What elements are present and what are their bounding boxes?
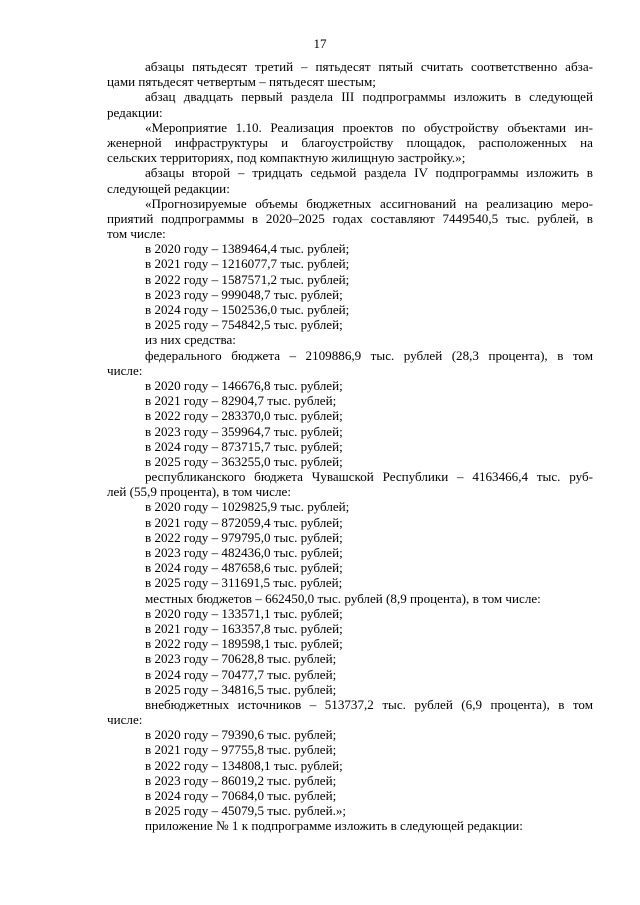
text-line: в 2021 году – 82904,7 тыс. рублей;: [145, 393, 337, 409]
text-line: в 2022 году – 979795,0 тыс. рублей;: [145, 529, 343, 545]
text-line: из них средства:: [145, 332, 236, 348]
text-line: в 2023 году – 86019,2 тыс. рублей;: [145, 772, 337, 788]
text-line: в 2025 году – 34816,5 тыс. рублей;: [145, 681, 337, 697]
text-line: в 2024 году – 70684,0 тыс. рублей;: [145, 788, 337, 803]
text-line: местных бюджетов – 662450,0 тыс. рублей (8,9 процента), в том числе:: [145, 590, 541, 606]
text-line: «Прогнозируемые объемы бюджетных ассигнований на реализацию меро-: [145, 195, 593, 211]
text-line: в 2023 году – 70628,8 тыс. рублей;: [145, 651, 337, 667]
text-line: республиканского бюджета Чувашской Республики – 4163466,4 тыс. руб-: [145, 469, 593, 485]
text-line: в 2025 году – 363255,0 тыс. рублей;: [145, 453, 343, 469]
document-body: [107, 59, 593, 834]
text-line: том числе:: [107, 226, 166, 242]
text-line: в 2022 году – 283370,0 тыс. рублей;: [145, 408, 343, 424]
text-line: числе:: [107, 712, 143, 728]
text-line: следующей редакции:: [107, 180, 230, 196]
text-line: внебюджетных источников – 513737,2 тыс. рублей (6,9 процента), в том: [145, 696, 593, 712]
text-line: приятий подпрограммы в 2020–2025 годах составляют 7449540,5 тыс. рублей, в: [107, 210, 593, 226]
text-line: сельских территориях, под компактную жилищную застройку.»;: [107, 150, 466, 166]
text-line: женерной инфраструктуры и благоустройству площадок, расположенных на: [107, 134, 593, 150]
text-line: в 2023 году – 999048,7 тыс. рублей;: [145, 286, 343, 302]
text-line: в 2025 году – 45079,5 тыс. рублей.»;: [145, 803, 347, 819]
text-line: в 2020 году – 1389464,4 тыс. рублей;: [145, 241, 350, 257]
text-line: в 2024 году – 873715,7 тыс. рублей;: [145, 438, 343, 454]
text-line: числе:: [107, 362, 143, 378]
text-line: в 2022 году – 1587571,2 тыс. рублей;: [145, 271, 350, 287]
text-line: в 2024 году – 70477,7 тыс. рублей;: [145, 666, 337, 682]
text-line: в 2025 году – 311691,5 тыс. рублей;: [145, 575, 343, 591]
text-line: абзац двадцать первый раздела III подпрограммы изложить в следующей: [145, 89, 593, 105]
text-line: в 2021 году – 97755,8 тыс. рублей;: [145, 742, 337, 758]
text-line: в 2020 году – 79390,6 тыс. рублей;: [145, 727, 337, 743]
text-line: в 2020 году – 146676,8 тыс. рублей;: [145, 377, 343, 393]
text-line: в 2020 году – 1029825,9 тыс. рублей;: [145, 499, 350, 515]
text-line: федерального бюджета – 2109886,9 тыс. рублей (28,3 процента), в том: [145, 347, 593, 363]
text-line: цами пятьдесят четвертым – пятьдесят шестым;: [107, 74, 376, 90]
text-line: редакции:: [107, 104, 163, 120]
text-line: абзацы второй – тридцать седьмой раздела IV подпрограммы изложить в: [145, 165, 593, 181]
text-line: в 2022 году – 134808,1 тыс. рублей;: [145, 757, 343, 773]
text-line: в 2023 году – 482436,0 тыс. рублей;: [145, 545, 343, 560]
text-line: в 2021 году – 163357,8 тыс. рублей;: [145, 620, 343, 636]
text-line: в 2023 году – 359964,7 тыс. рублей;: [145, 423, 343, 439]
text-line: приложение № 1 к подпрограмме изложить в следующей редакции:: [145, 818, 523, 834]
text-line: в 2021 году – 872059,4 тыс. рублей;: [145, 514, 343, 530]
text-line: в 2024 году – 487658,6 тыс. рублей;: [145, 560, 343, 576]
text-line: в 2025 году – 754842,5 тыс. рублей;: [145, 317, 343, 333]
text-line: в 2020 году – 133571,1 тыс. рублей;: [145, 605, 343, 621]
page-number: 17: [313, 36, 327, 51]
text-line: в 2022 году – 189598,1 тыс. рублей;: [145, 636, 343, 652]
text-line: в 2024 году – 1502536,0 тыс. рублей;: [145, 302, 350, 317]
text-line: абзацы пятьдесят третий – пятьдесят пятый считать соответственно абза-: [145, 59, 593, 74]
text-line: в 2021 году – 1216077,7 тыс. рублей;: [145, 256, 350, 272]
text-line: «Мероприятие 1.10. Реализация проектов по обустройству объектами ин-: [145, 119, 593, 135]
text-line: лей (55,9 процента), в том числе:: [107, 484, 291, 500]
